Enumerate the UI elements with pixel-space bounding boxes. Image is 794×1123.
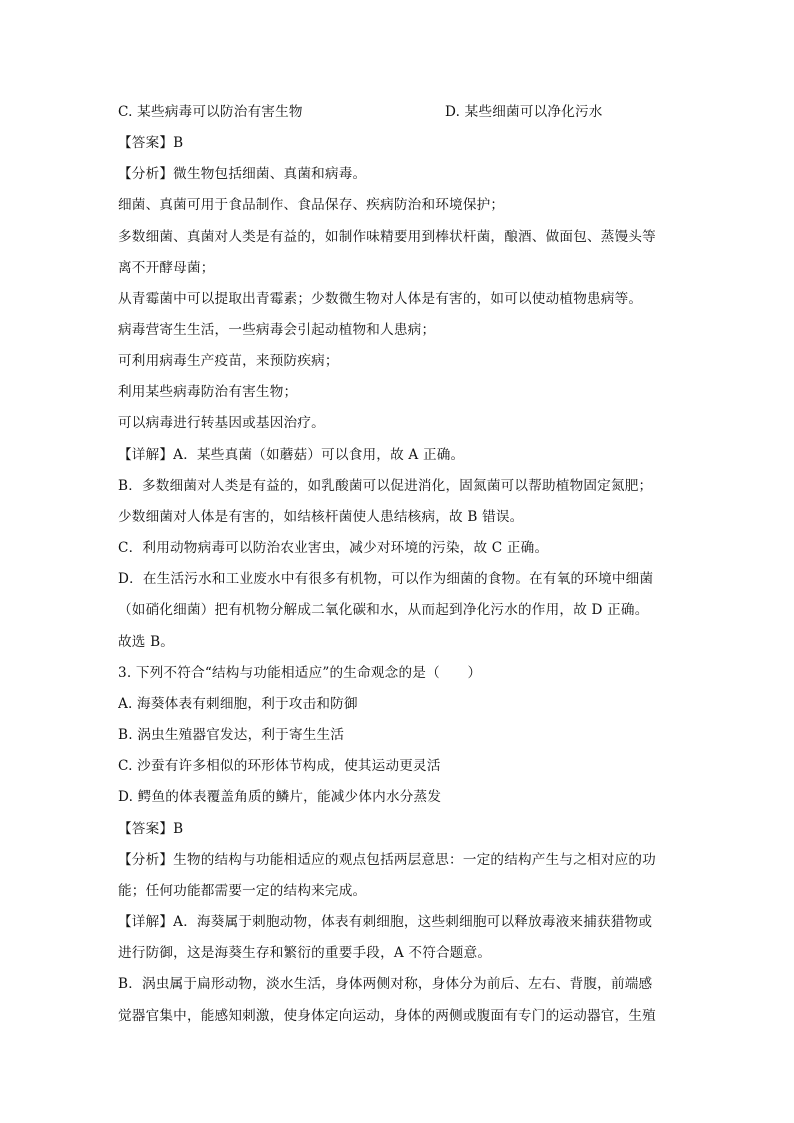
conclusion-line: 故选 B。 xyxy=(118,634,175,650)
analysis-line: 从青霉菌中可以提取出青霉素；少数微生物对人体是有害的，如可以使动植物患病等。 xyxy=(118,291,643,307)
detail-line: （如硝化细菌）把有机物分解成二氧化碳和水，从而起到净化污水的作用，故 D 正确。 xyxy=(118,602,649,618)
analysis-line: 细菌、真菌可用于食品制作、食品保存、疾病防治和环境保护； xyxy=(118,197,505,213)
question-3-stem: 3. 下列不符合“结构与功能相适应”的生命观念的是（ ） xyxy=(118,665,482,681)
detail-line: B．涡虫属于扁形动物，淡水生活，身体两侧对称，身体分为前后、左右、背腹，前端感 xyxy=(118,976,653,992)
detail-line: B．多数细菌对人类是有益的，如乳酸菌可以促进消化，固氮菌可以帮助植物固定氮肥； xyxy=(118,478,653,494)
analysis-line: 利用某些病毒防治有害生物； xyxy=(118,384,298,400)
option-d-text: D. 某些细菌可以净化污水 xyxy=(445,104,603,120)
detail-line: 觉器官集中，能感知刺激，使身体定向运动，身体的两侧或腹面有专门的运动器官，生殖 xyxy=(118,1008,656,1024)
detail-line: 进行防御，这是海葵生存和繁衍的重要手段，A 不符合题意。 xyxy=(118,945,492,961)
detail-line: 【详解】A．海葵属于刺胞动物，体表有刺细胞，这些刺细胞可以释放毒液来捕获猎物或 xyxy=(118,914,653,930)
detail-line: C．利用动物病毒可以防治农业害虫，减少对环境的污染，故 C 正确。 xyxy=(118,540,549,556)
question-3-option-d: D. 鳄鱼的体表覆盖角质的鳞片，能减少体内水分蒸发 xyxy=(118,789,442,805)
analysis-line: 【分析】微生物包括细菌、真菌和病毒。 xyxy=(118,166,367,182)
analysis-line: 多数细菌、真菌对人类是有益的，如制作味精要用到棒状杆菌，酿酒、做面包、蒸馒头等 xyxy=(118,229,656,245)
detail-line: D．在生活污水和工业废水中有很多有机物，可以作为细菌的食物。在有氧的环境中细菌 xyxy=(118,571,654,587)
question-3-option-c: C. 沙蚕有许多相似的环形体节构成，使其运动更灵活 xyxy=(118,758,441,774)
analysis-line: 病毒营寄生生活，一些病毒会引起动植物和人患病； xyxy=(118,322,436,338)
option-c-text: C. 某些病毒可以防治有害生物 xyxy=(118,104,303,120)
answer-label: 【答案】B xyxy=(118,821,184,837)
analysis-line: 【分析】生物的结构与功能相适应的观点包括两层意思：一定的结构产生与之相对应的功 xyxy=(118,852,656,868)
analysis-line: 离不开酵母菌； xyxy=(118,260,215,276)
analysis-line: 能；任何功能都需要一定的结构来完成。 xyxy=(118,883,367,899)
analysis-line: 可利用病毒生产疫苗，来预防疾病； xyxy=(118,353,339,369)
question-3-option-a: A. 海葵体表有刺细胞，利于攻击和防御 xyxy=(118,696,358,712)
detail-line: 少数细菌对人体是有害的，如结核杆菌使人患结核病，故 B 错误。 xyxy=(118,509,524,525)
answer-label: 【答案】B xyxy=(118,135,184,151)
question-3-option-b: B. 涡虫生殖器官发达，利于寄生生活 xyxy=(118,727,345,743)
detail-line: 【详解】A．某些真菌（如蘑菇）可以食用，故 A 正确。 xyxy=(118,447,465,463)
analysis-line: 可以病毒进行转基因或基因治疗。 xyxy=(118,415,325,431)
